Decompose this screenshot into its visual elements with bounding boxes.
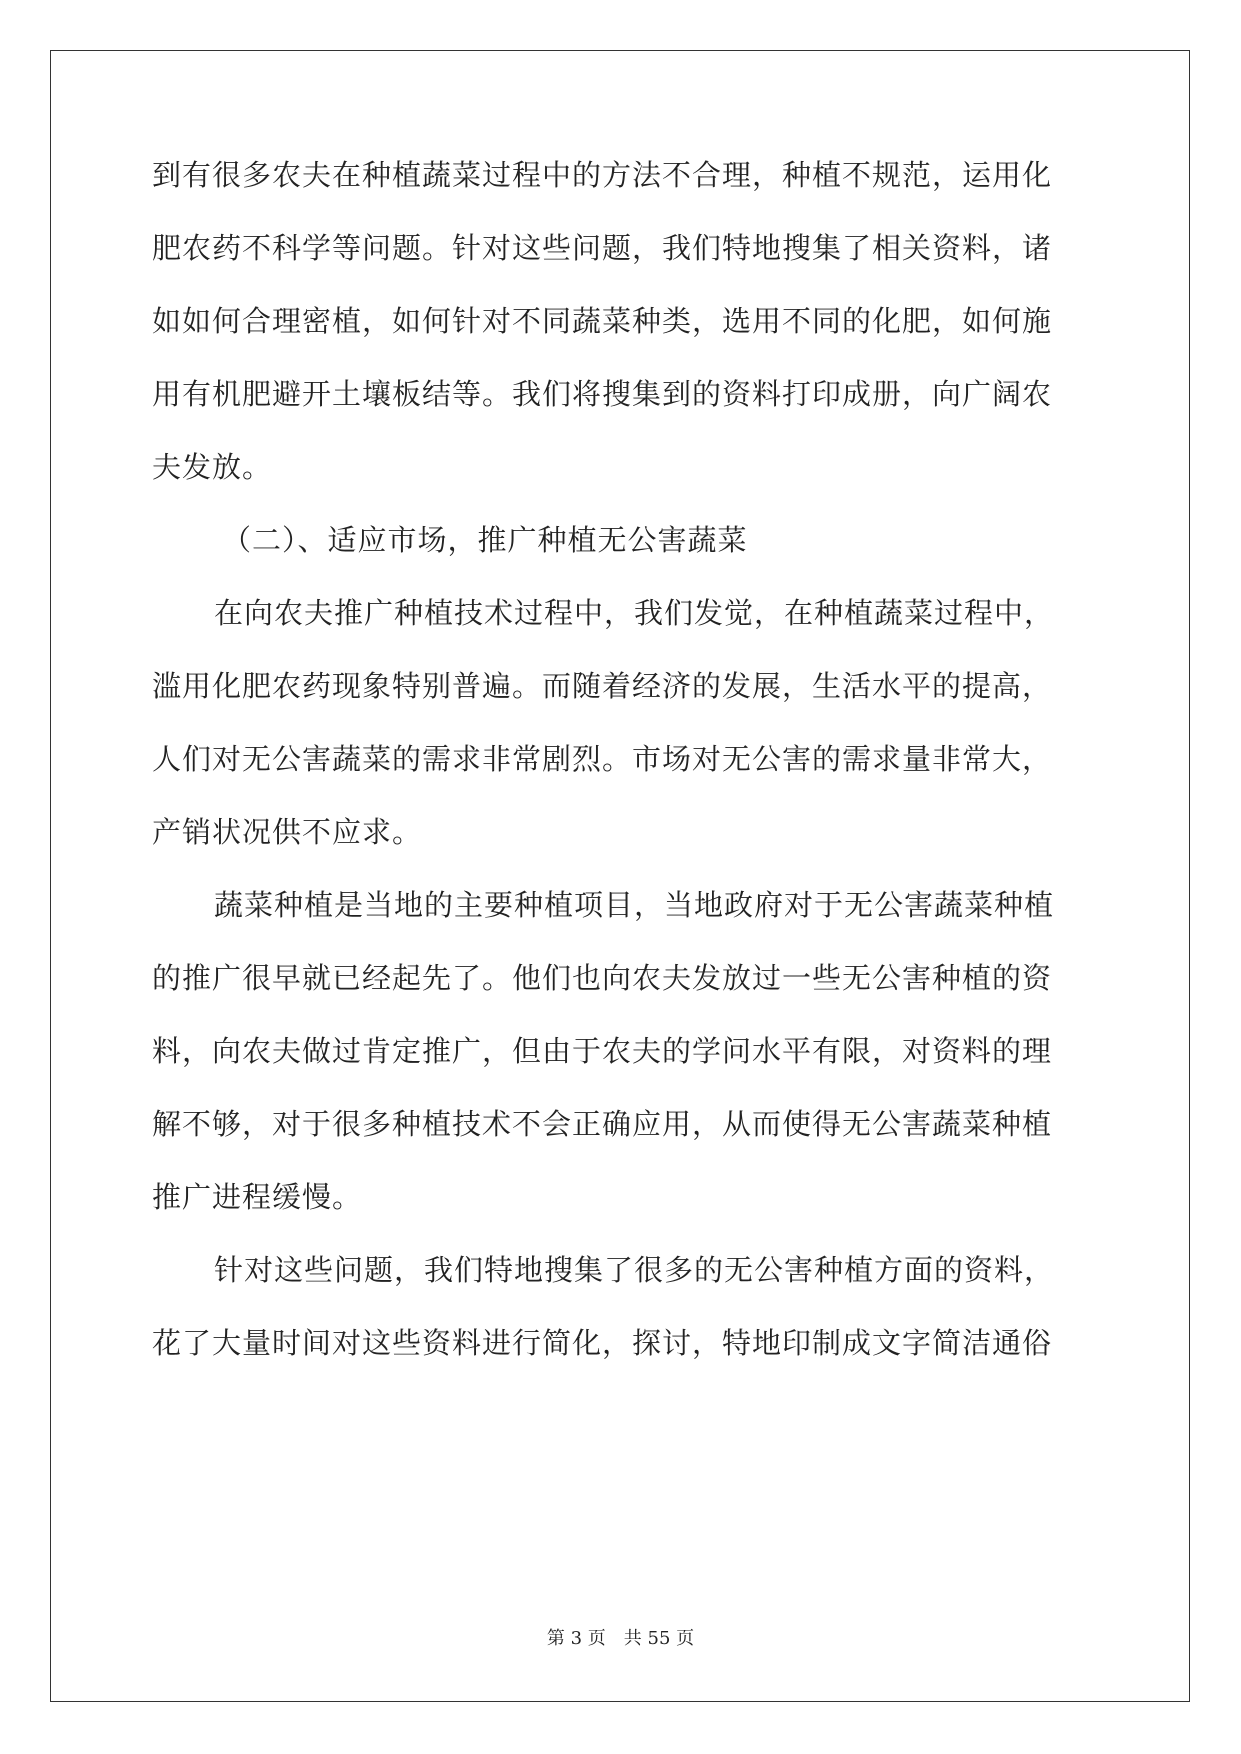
body-text-line: 的推广很早就已经起先了。他们也向农夫发放过一些无公害种植的资 (152, 961, 1053, 995)
body-text-line: 如如何合理密植，如何针对不同蔬菜种类，选用不同的化肥，如何施 (152, 304, 1053, 338)
body-text-line: 滥用化肥农药现象特别普遍。而随着经济的发展，生活水平的提高， (152, 669, 1053, 703)
page-border (50, 50, 1190, 1702)
body-text-line: 解不够，对于很多种植技术不会正确应用，从而使得无公害蔬菜种植 (152, 1107, 1053, 1141)
body-text-line: 肥农药不科学等问题。针对这些问题，我们特地搜集了相关资料，诸 (152, 231, 1053, 265)
body-text-line: 花了大量时间对这些资料进行简化，探讨，特地印制成文字简洁通俗 (152, 1326, 1053, 1360)
paragraph-first-line: 针对这些问题，我们特地搜集了很多的无公害种植方面的资料， (214, 1253, 1055, 1287)
body-text-line: 夫发放。 (152, 450, 273, 484)
body-text-line: 人们对无公害蔬菜的需求非常剧烈。市场对无公害的需求量非常大， (152, 742, 1053, 776)
body-text-line: 料，向农夫做过肯定推广，但由于农夫的学问水平有限，对资料的理 (152, 1034, 1053, 1068)
body-text-line: 产销状况供不应求。 (152, 815, 423, 849)
body-text-line: 到有很多农夫在种植蔬菜过程中的方法不合理，种植不规范，运用化 (152, 158, 1053, 192)
paragraph-first-line: 在向农夫推广种植技术过程中，我们发觉，在种植蔬菜过程中， (214, 596, 1055, 630)
section-heading: （二）、适应市场，推广种植无公害蔬菜 (222, 523, 748, 557)
body-text-line: 用有机肥避开土壤板结等。我们将搜集到的资料打印成册，向广阔农 (152, 377, 1053, 411)
paragraph-first-line: 蔬菜种植是当地的主要种植项目，当地政府对于无公害蔬菜种植 (214, 888, 1055, 922)
body-text-line: 推广进程缓慢。 (152, 1180, 363, 1214)
page-number-footer: 第 3 页 共 55 页 (546, 1628, 695, 1649)
